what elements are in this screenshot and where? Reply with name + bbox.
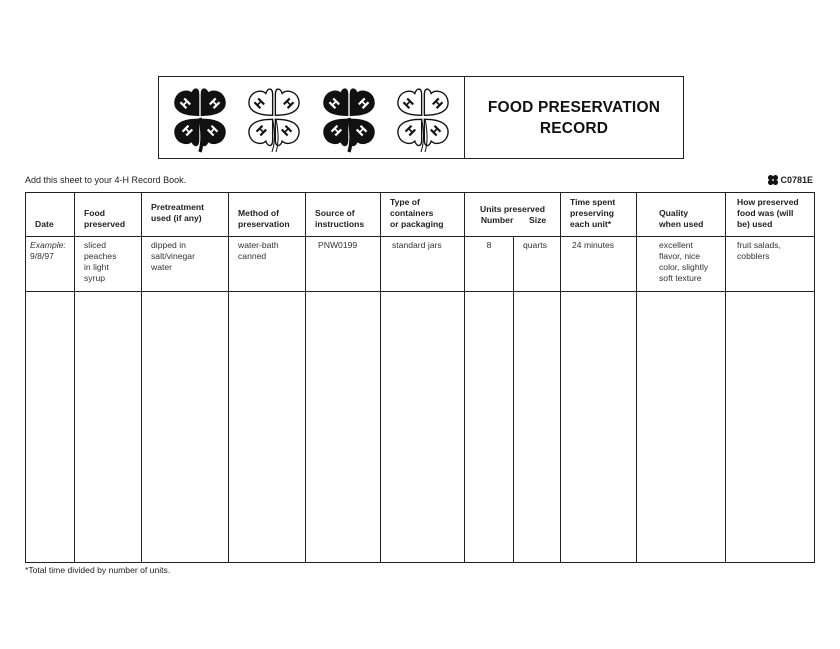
svg-text:H: H bbox=[251, 94, 269, 112]
entry-date-cell[interactable] bbox=[26, 292, 75, 563]
entry-containers-cell[interactable] bbox=[381, 292, 465, 563]
svg-text:H: H bbox=[278, 121, 296, 139]
example-source: PNW0199 bbox=[306, 237, 381, 292]
footnote: *Total time divided by number of units. bbox=[25, 565, 171, 575]
entry-source-cell[interactable] bbox=[306, 292, 381, 563]
example-food: sliced peaches in light syrup bbox=[75, 237, 142, 292]
example-row bbox=[26, 237, 815, 292]
svg-text:H: H bbox=[427, 121, 444, 139]
header-how-used: How preserved food was (will be) used bbox=[726, 193, 815, 237]
entry-how-used-cell[interactable] bbox=[726, 292, 815, 563]
example-units-size: quarts bbox=[514, 237, 561, 292]
header-quality: Quality when used bbox=[637, 193, 726, 237]
svg-text:H: H bbox=[179, 121, 196, 139]
svg-text:H: H bbox=[327, 121, 345, 139]
four-h-clover-icon bbox=[767, 174, 779, 186]
record-table bbox=[25, 192, 815, 563]
entry-food-cell[interactable] bbox=[75, 292, 142, 563]
header-time-spent: Time spent preserving each unit* bbox=[561, 193, 637, 237]
example-units-number: 8 bbox=[465, 237, 514, 292]
entry-time-cell[interactable] bbox=[561, 292, 637, 563]
header-date: Date bbox=[26, 193, 75, 237]
example-time: 24 minutes bbox=[561, 237, 637, 292]
svg-text:H: H bbox=[400, 94, 417, 112]
header-method: Method of preservation bbox=[229, 193, 306, 237]
four-h-clover-icon bbox=[315, 83, 383, 153]
svg-text:H: H bbox=[204, 121, 222, 139]
example-containers: standard jars bbox=[381, 237, 465, 292]
example-date: Example: 9/8/97 bbox=[26, 237, 75, 292]
example-pretreatment: dipped in salt/vinegar water bbox=[142, 237, 229, 292]
svg-text:H: H bbox=[354, 94, 372, 112]
entry-units-size-cell[interactable] bbox=[514, 292, 561, 563]
header-units-size: Size bbox=[528, 215, 547, 225]
svg-text:H: H bbox=[206, 94, 223, 112]
four-h-logo-strip bbox=[159, 77, 465, 158]
header-units-preserved: Units preserved Number Size bbox=[465, 193, 561, 237]
title-line-1: FOOD PRESERVATION bbox=[487, 98, 661, 116]
header-pretreatment: Pretreatment used (if any) bbox=[142, 193, 229, 237]
header-food-preserved: Food preserved bbox=[75, 193, 142, 237]
svg-text:H: H bbox=[177, 94, 194, 112]
header-units-number: Number bbox=[480, 215, 514, 225]
header-row bbox=[26, 193, 815, 237]
example-quality: excellent flavor, nice color, slightly soft texture bbox=[637, 237, 726, 292]
four-h-clover-outline-icon bbox=[389, 83, 457, 153]
svg-text:H: H bbox=[401, 121, 419, 139]
form-code-text: C0781E bbox=[780, 175, 813, 185]
entry-units-number-cell[interactable] bbox=[465, 292, 514, 563]
entry-quality-cell[interactable] bbox=[637, 292, 726, 563]
svg-text:H: H bbox=[280, 94, 298, 112]
blank-entry-row bbox=[26, 292, 815, 563]
four-h-clover-icon bbox=[166, 83, 234, 153]
header-containers: Type of containers or packaging bbox=[381, 193, 465, 237]
form-code bbox=[767, 174, 813, 186]
page-title bbox=[465, 77, 683, 158]
title-line-2: RECORD bbox=[539, 119, 609, 137]
four-h-clover-outline-icon bbox=[240, 83, 308, 153]
example-method: water-bath canned bbox=[229, 237, 306, 292]
svg-text:H: H bbox=[325, 94, 343, 112]
header-source: Source of instructions bbox=[306, 193, 381, 237]
svg-text:H: H bbox=[429, 94, 446, 112]
instruction-text: Add this sheet to your 4-H Record Book. bbox=[25, 175, 187, 185]
svg-text:H: H bbox=[352, 121, 370, 139]
entry-method-cell[interactable] bbox=[229, 292, 306, 563]
title-banner bbox=[158, 76, 684, 159]
example-how-used: fruit salads, cobblers bbox=[726, 237, 815, 292]
svg-text:H: H bbox=[253, 121, 271, 139]
entry-pretreatment-cell[interactable] bbox=[142, 292, 229, 563]
